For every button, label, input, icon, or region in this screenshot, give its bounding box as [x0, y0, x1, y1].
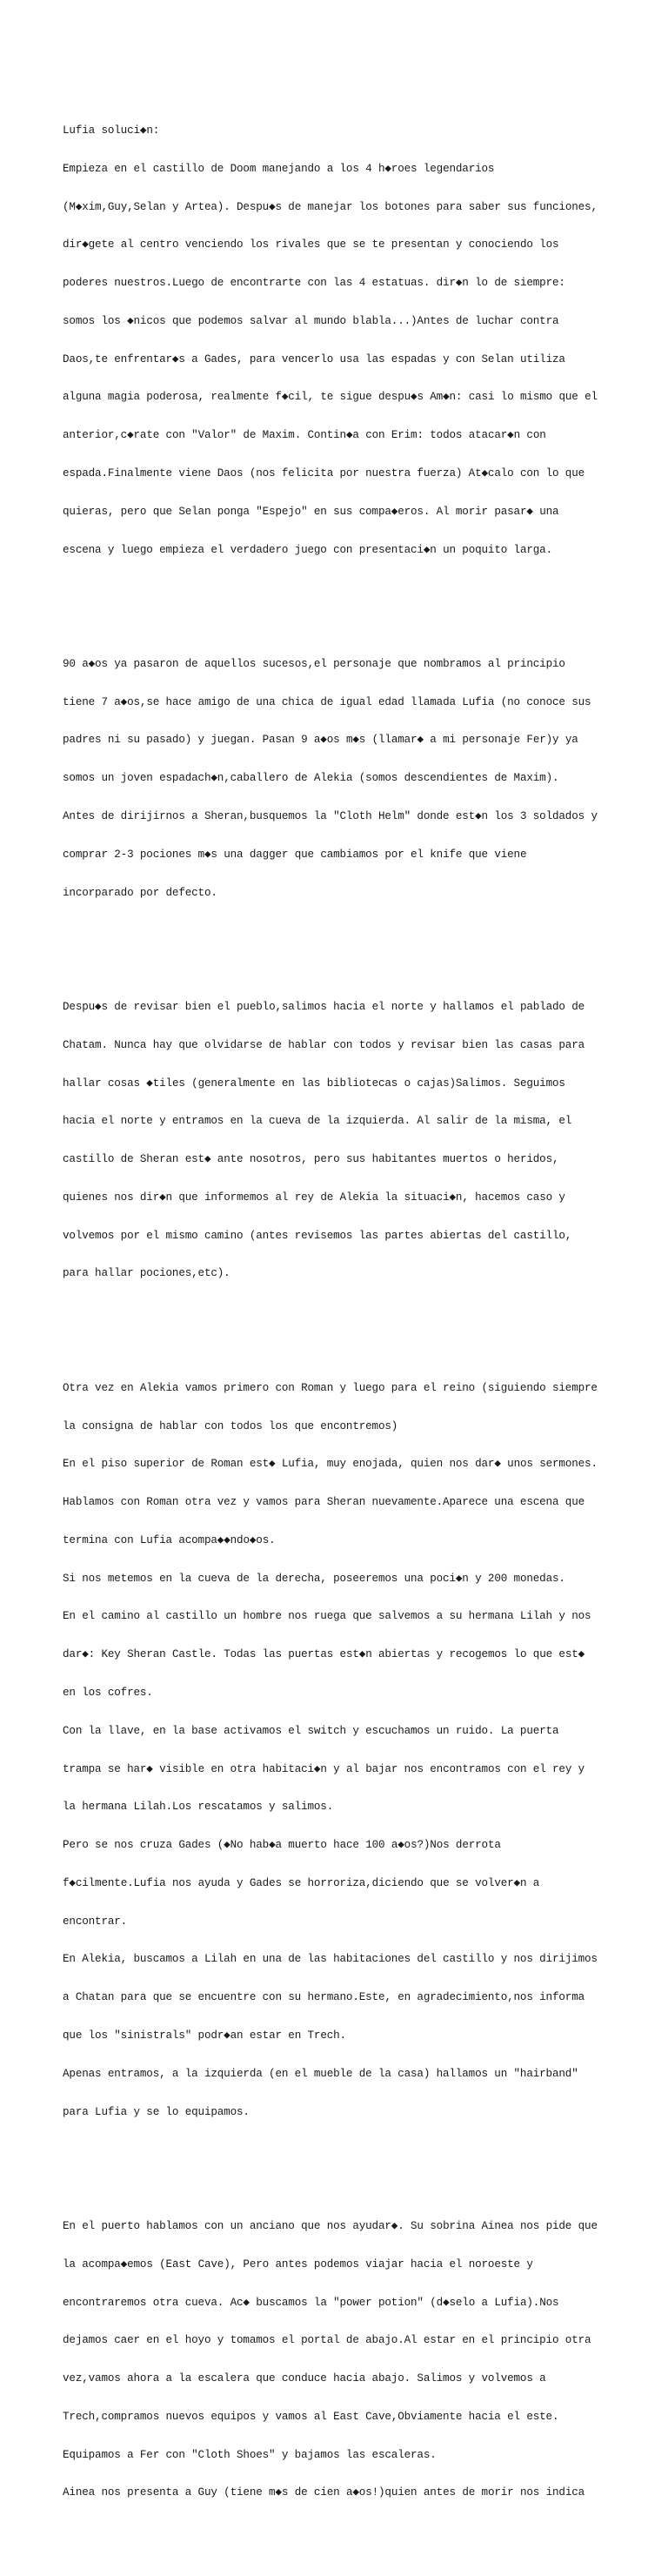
text-line: Ainea nos presenta a Guy (tiene m◆s de cien a◆os!)quien antes de morir nos indica [63, 2486, 585, 2499]
paragraph-3 [63, 976, 663, 1305]
text-line: 90 a◆os ya pasaron de aquellos sucesos,el personaje que nombramos al principio [63, 657, 565, 670]
text-line: Hablamos con Roman otra vez y vamos para Sheran nuevamente.Aparece una escena que [63, 1496, 585, 1509]
text-line: dejamos caer en el hoyo y tomamos el portal de abajo.Al estar en el principio otra [63, 2334, 591, 2347]
text-line: Pero se nos cruza Gades (◆No hab◆a muerto hace 100 a◆os?)Nos derrota [63, 1839, 501, 1852]
text-line: la hermana Lilah.Los rescatamos y salimos. [63, 1801, 334, 1814]
text-line: quienes nos dir◆n que informemos al rey de Alekia la situaci◆n, hacemos caso y [63, 1191, 565, 1204]
text-line: para Lufia y se lo equipamos. [63, 2105, 250, 2118]
text-line: Equipamos a Fer con "Cloth Shoes" y bajamos las escaleras. [63, 2448, 437, 2461]
text-line: encontraremos otra cueva. Ac◆ buscamos la "power potion" (d◆selo a Lufia).Nos [63, 2296, 559, 2309]
text-line: somos los ◆nicos que podemos salvar al mundo blabla...)Antes de luchar contra [63, 314, 559, 327]
paragraph-2 [63, 633, 663, 925]
text-line: Empieza en el castillo de Doom manejando a los 4 h◆roes legendarios [63, 162, 495, 175]
text-line: trampa se har◆ visible en otra habitaci◆n y al bajar nos encontramos con el rey y [63, 1762, 585, 1775]
text-line: Si nos metemos en la cueva de la derecha, poseeremos una poci◆n y 200 monedas. [63, 1572, 565, 1585]
text-line: castillo de Sheran est◆ ante nosotros, pero sus habitantes muertos o heridos, [63, 1153, 559, 1166]
text-line: comprar 2-3 pociones m◆s una dagger que cambiamos por el knife que viene [63, 848, 527, 861]
text-line: Trech,compramos nuevos equipos y vamos al East Cave,Obviamente hacia el este. [63, 2410, 559, 2423]
text-line: Antes de dirijirnos a Sheran,busquemos la "Cloth Helm" donde est◆n los 3 soldados y [63, 810, 598, 823]
paragraph-5 [63, 2195, 663, 2525]
text-line: En el camino al castillo un hombre nos ruega que salvemos a su hermana Lilah y nos [63, 1610, 591, 1623]
text-line: (M◆xim,Guy,Selan y Artea). Despu◆s de manejar los botones para saber sus funciones, [63, 200, 598, 213]
text-line: Con la llave, en la base activamos el switch y escuchamos un ruido. La puerta [63, 1724, 559, 1737]
text-line: hacia el norte y entramos en la cueva de la izquierda. Al salir de la misma, el [63, 1115, 572, 1128]
text-line: alguna magia poderosa, realmente f◆cil, te sigue despu◆s Am◆n: casi lo mismo que el [63, 391, 598, 404]
text-line: somos un joven espadach◆n,caballero de Alekia (somos descendientes de Maxim). [63, 772, 559, 785]
text-line: Otra vez en Alekia vamos primero con Roman y luego para el reino (siguiendo siempre [63, 1381, 598, 1394]
text-line: en los cofres. [63, 1687, 153, 1699]
text-line: En Alekia, buscamos a Lilah en una de las habitaciones del castillo y nos dirijimos [63, 1953, 598, 1966]
document-body [63, 61, 663, 2576]
text-line: anterior,c◆rate con "Valor" de Maxim. Contin◆a con Erim: todos atacar◆n con [63, 429, 546, 442]
text-line: padres ni su pasado) y juegan. Pasan 9 a◆os m◆s (llamar◆ a mi personaje Fer)y ya [63, 734, 578, 747]
text-line: Despu◆s de revisar bien el pueblo,salimos hacia el norte y hallamos el pablado de [63, 1000, 585, 1013]
text-line: dar◆: Key Sheran Castle. Todas las puertas est◆n abiertas y recogemos lo que est◆ [63, 1648, 585, 1661]
text-line: encontrar. [63, 1915, 128, 1928]
paragraph-4 [63, 1357, 663, 2144]
text-line: espada.Finalmente viene Daos (nos felicita por nuestra fuerza) At◆calo con lo que [63, 467, 585, 480]
text-line: dir◆gete al centro venciendo los rivales que se te presentan y conociendo los [63, 238, 559, 252]
text-line: tiene 7 a◆os,se hace amigo de una chica de igual edad llamada Lufia (no conoce sus [63, 695, 591, 708]
text-line: En el piso superior de Roman est◆ Lufia, muy enojada, quien nos dar◆ unos sermones. [63, 1458, 598, 1471]
text-line: incorparado por defecto. [63, 886, 217, 899]
text-line: a Chatan para que se encuentre con su hermano.Este, en agradecimiento,nos informa [63, 1991, 585, 2004]
text-line: En el puerto hablamos con un anciano que nos ayudar◆. Su sobrina Ainea nos pide que [63, 2219, 598, 2232]
text-line: Daos,te enfrentar◆s a Gades, para vencerlo usa las espadas y con Selan utiliza [63, 352, 565, 366]
text-line: vez,vamos ahora a la escalera que conduce hacia abajo. Salimos y volvemos a [63, 2372, 546, 2385]
text-line: volvemos por el mismo camino (antes revisemos las partes abiertas del castillo, [63, 1229, 572, 1242]
text-line: la acompa◆emos (East Cave), Pero antes podemos viajar hacia el noroeste y [63, 2257, 533, 2271]
paragraph-1 [63, 99, 663, 582]
text-line: Apenas entramos, a la izquierda (en el mueble de la casa) hallamos un "hairband" [63, 2067, 578, 2080]
text-line: quieras, pero que Selan ponga "Espejo" en sus compa◆eros. Al morir pasar◆ una [63, 505, 559, 518]
text-line: para hallar pociones,etc). [63, 1267, 230, 1280]
text-line: termina con Lufia acompa◆◆ndo◆os. [63, 1533, 276, 1546]
text-line: f◆cilmente.Lufia nos ayuda y Gades se horroriza,diciendo que se volver◆n a [63, 1876, 540, 1889]
text-line: Chatam. Nunca hay que olvidarse de hablar con todos y revisar bien las casas para [63, 1038, 585, 1051]
text-line: poderes nuestros.Luego de encontrarte con las 4 estatuas. dir◆n lo de siempre: [63, 277, 565, 290]
title-line: Lufia soluci◆n: [63, 124, 160, 137]
text-line: que los "sinistrals" podr◆an estar en Trech. [63, 2029, 346, 2043]
text-line: escena y luego empieza el verdadero juego con presentaci◆n un poquito larga. [63, 543, 552, 556]
text-line: hallar cosas ◆tiles (generalmente en las bibliotecas o cajas)Salimos. Seguimos [63, 1077, 565, 1090]
text-line: la consigna de hablar con todos los que encontremos) [63, 1419, 398, 1432]
